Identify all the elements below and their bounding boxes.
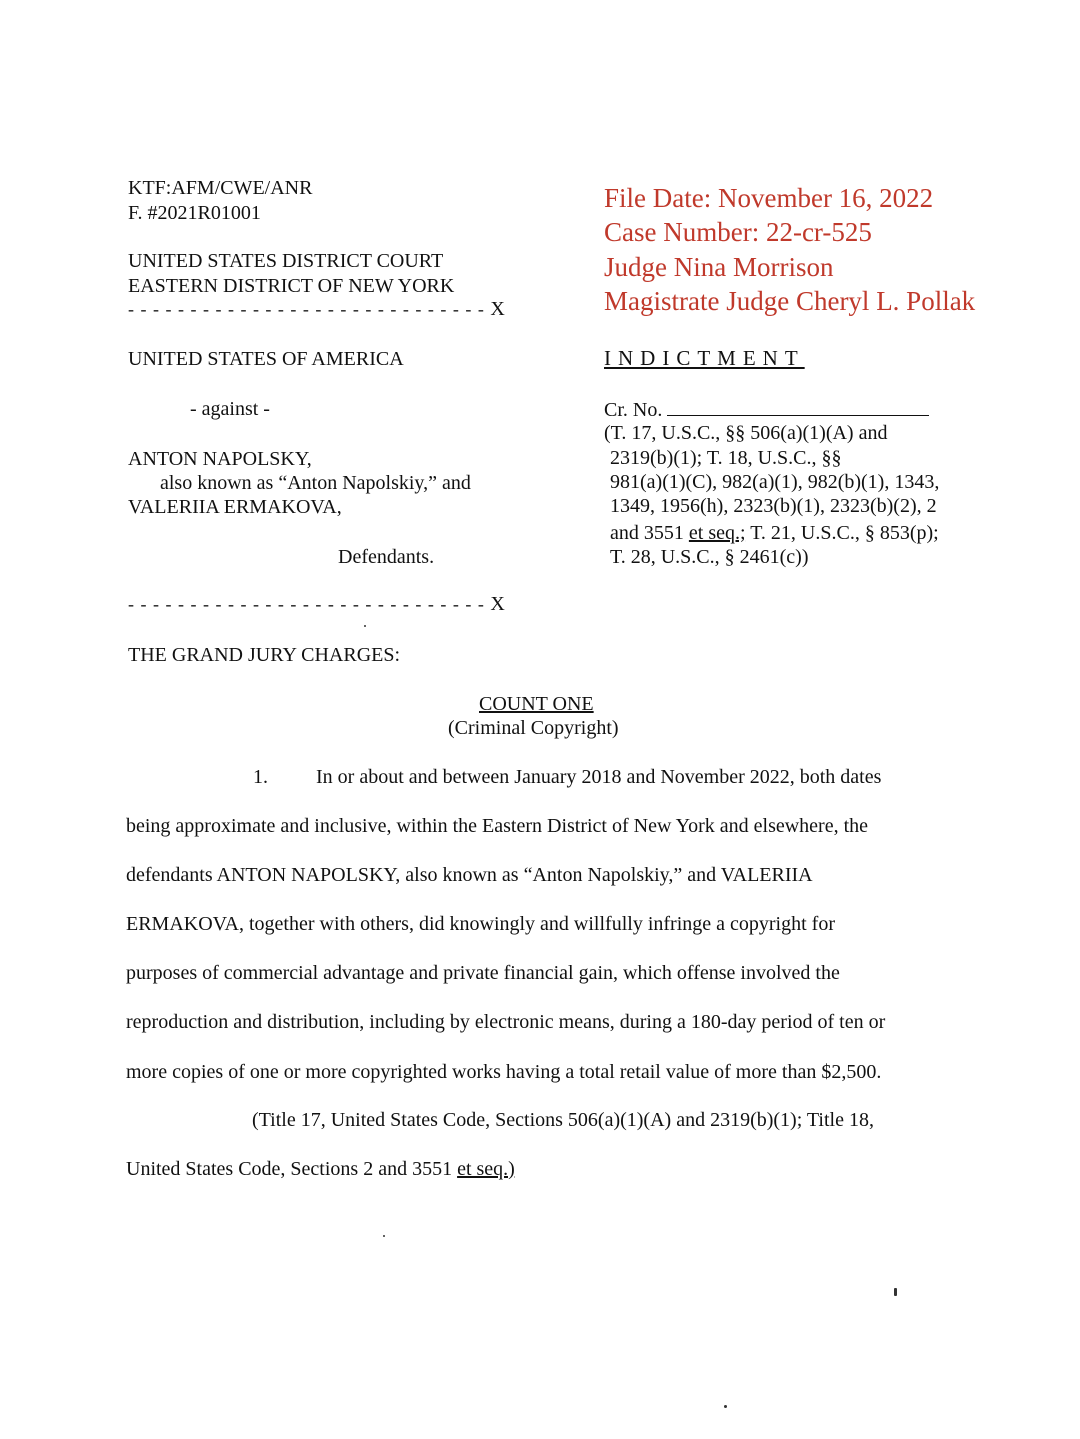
paragraph-line-4: ERMAKOVA, together with others, did knowingly and willfully infringe a copyright for <box>126 913 835 935</box>
divider-x: X <box>490 298 506 320</box>
stamp-case-number: Case Number: 22-cr-525 <box>604 217 872 247</box>
paragraph-line-2: being approximate and inclusive, within the Eastern District of New York and elsewhere, the <box>126 815 869 837</box>
defendant-2: VALERIIA ERMAKOVA, <box>128 496 342 518</box>
statute-line-5 <box>610 521 939 545</box>
file-number: F. #2021R01001 <box>128 202 261 224</box>
divider-dashes: - - - - - - - - - - - - - - - - - - - - - - - - - - - - - <box>128 299 485 319</box>
stamp-judge: Judge Nina Morrison <box>604 252 834 282</box>
divider-dashes-bottom: - - - - - - - - - - - - - - - - - - - - - - - - - - - - - <box>128 594 485 614</box>
caption-divider-bottom <box>128 593 506 616</box>
divider-x-bottom: X <box>490 593 506 615</box>
file-code: KTF:AFM/CWE/ANR <box>128 177 313 199</box>
count-subtitle: (Criminal Copyright) <box>448 717 619 739</box>
statute-et-seq: et seq.; <box>688 522 746 544</box>
paragraph-line-7: more copies of one or more copyrighted works having a total retail value of more than $2,500. <box>126 1061 882 1083</box>
speck <box>894 1288 897 1296</box>
statute-line-2: 2319(b)(1); T. 18, U.S.C., §§ <box>610 447 842 469</box>
plaintiff-name: UNITED STATES OF AMERICA <box>128 348 404 370</box>
cr-no-blank <box>667 397 929 416</box>
statute-line-4: 1349, 1956(h), 2323(b)(1), 2323(b)(2), 2 <box>610 495 937 517</box>
speck <box>364 625 366 627</box>
statute-sections: and 3551 <box>610 522 684 544</box>
citation-line-1: (Title 17, United States Code, Sections 506(a)(1)(A) and 2319(b)(1); Title 18, <box>252 1109 874 1131</box>
cr-no <box>604 397 929 422</box>
statute-title21: T. 21, U.S.C., § 853(p); <box>750 522 939 544</box>
paragraph-number: 1. <box>253 766 268 788</box>
caption-divider-top <box>128 298 506 321</box>
defendant-1: ANTON NAPOLSKY, <box>128 448 312 470</box>
paragraph-line-5: purposes of commercial advantage and private financial gain, which offense involved the <box>126 962 840 984</box>
speck <box>383 1235 385 1237</box>
paragraph-line-6: reproduction and distribution, including by electronic means, during a 180-day period of ten or <box>126 1011 886 1033</box>
statute-line-1: (T. 17, U.S.C., §§ 506(a)(1)(A) and <box>604 422 888 444</box>
court-name: UNITED STATES DISTRICT COURT <box>128 250 444 272</box>
against-label: - against - <box>190 398 270 420</box>
stamp-magistrate: Magistrate Judge Cheryl L. Pollak <box>604 286 976 316</box>
speck <box>724 1405 727 1408</box>
defendants-label: Defendants. <box>338 546 435 568</box>
stamp-file-date: File Date: November 16, 2022 <box>604 183 934 213</box>
indictment-title: INDICTMENT <box>604 346 805 370</box>
citation-et-seq: et seq.) <box>457 1158 515 1180</box>
cr-no-label: Cr. No. <box>604 399 663 421</box>
citation-text: United States Code, Sections 2 and 3551 <box>126 1158 453 1180</box>
paragraph-line-3: defendants ANTON NAPOLSKY, also known as “Anton Napolskiy,” and VALERIIA <box>126 864 813 886</box>
statute-line-6: T. 28, U.S.C., § 2461(c)) <box>610 546 809 568</box>
statute-line-3: 981(a)(1)(C), 982(a)(1), 982(b)(1), 1343, <box>610 471 940 493</box>
citation-line-2 <box>126 1157 515 1181</box>
court-district: EASTERN DISTRICT OF NEW YORK <box>128 275 455 297</box>
count-title: COUNT ONE <box>479 693 594 715</box>
defendant-1-aka: also known as “Anton Napolskiy,” and <box>160 472 471 494</box>
grand-jury-charges: THE GRAND JURY CHARGES: <box>128 644 401 666</box>
paragraph-line-1: In or about and between January 2018 and November 2022, both dates <box>316 766 882 788</box>
